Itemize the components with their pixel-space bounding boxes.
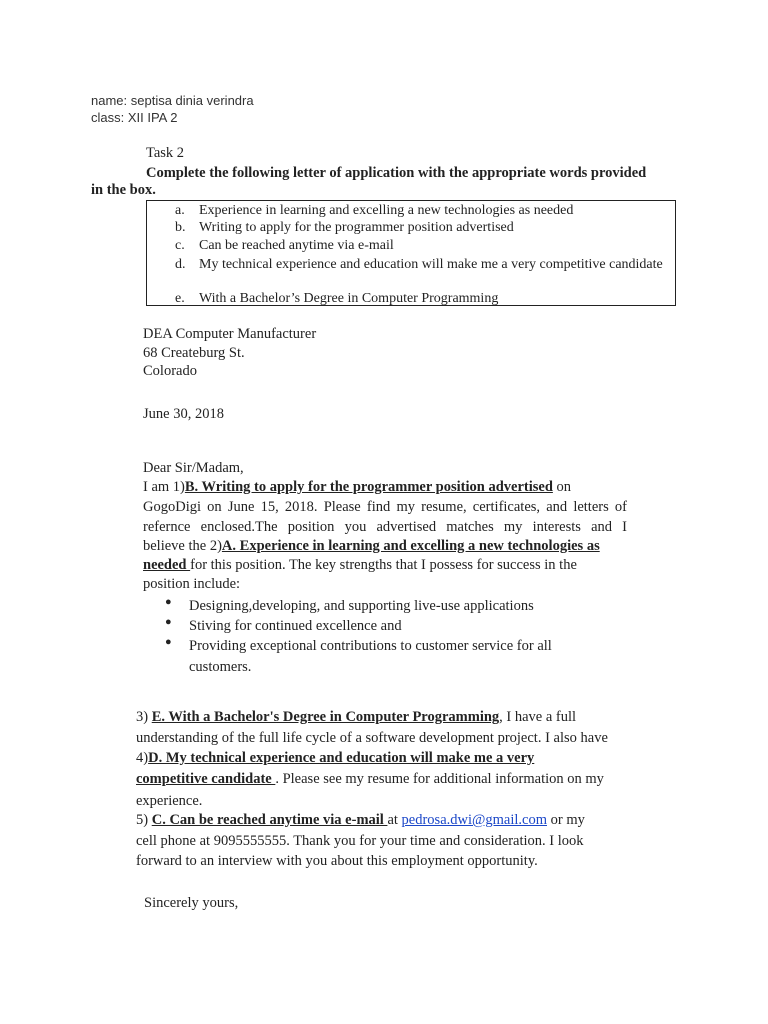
text: on bbox=[552, 479, 572, 495]
choice-text: My technical experience and education will make me a very competitive candidate bbox=[199, 257, 663, 272]
answer-5: C. Can be reached anytime via e-mail bbox=[151, 812, 388, 828]
bullet-dot-icon: ● bbox=[165, 596, 172, 608]
blank-number: 5) bbox=[136, 812, 152, 828]
choice-letter: c. bbox=[175, 238, 185, 253]
text: at bbox=[387, 812, 402, 828]
address-company: DEA Computer Manufacturer bbox=[143, 326, 317, 342]
blank-number: 4) bbox=[136, 750, 149, 766]
closing: Sincerely yours, bbox=[144, 895, 239, 911]
student-name: name: septisa dinia verindra bbox=[91, 93, 254, 108]
text: , I have a full bbox=[499, 709, 577, 725]
para1-line4 bbox=[143, 538, 600, 555]
task-title: Task 2 bbox=[146, 145, 185, 161]
para1-line2: GogoDigi on June 15, 2018. Please find my resume, certificates, and letters of bbox=[143, 499, 627, 515]
choice-letter: d. bbox=[175, 257, 186, 272]
answer-1: B. Writing to apply for the programmer position advertised bbox=[184, 479, 553, 495]
choice-letter: b. bbox=[175, 220, 186, 235]
answer-4-cont: competitive candidate bbox=[136, 771, 276, 787]
para3-line2: understanding of the full life cycle of a software development project. I also have bbox=[136, 730, 608, 746]
choice-text: With a Bachelor’s Degree in Computer Programming bbox=[199, 291, 499, 306]
answer-choices-box bbox=[146, 200, 676, 306]
answer-2-cont: needed bbox=[143, 557, 191, 573]
student-class: class: XII IPA 2 bbox=[91, 110, 178, 125]
para3-line1 bbox=[136, 709, 576, 726]
text: for this position. The key strengths that I possess for success in the bbox=[190, 557, 577, 573]
bullet-dot-icon: ● bbox=[165, 616, 172, 628]
para3-line4 bbox=[136, 771, 604, 788]
text: . Please see my resume for additional information on my bbox=[275, 771, 604, 787]
para1-line5 bbox=[143, 557, 577, 574]
para1-line6: position include: bbox=[143, 576, 241, 592]
para5-line3: forward to an interview with you about this employment opportunity. bbox=[136, 853, 538, 869]
answer-3: E. With a Bachelor's Degree in Computer Programming bbox=[151, 709, 500, 725]
bullet-text: Designing,developing, and supporting live-use applications bbox=[189, 598, 534, 614]
address-state: Colorado bbox=[143, 363, 197, 379]
salutation: Dear Sir/Madam, bbox=[143, 460, 244, 476]
answer-2: A. Experience in learning and excelling a new technologies as bbox=[221, 538, 600, 554]
blank-number: I am 1) bbox=[143, 479, 185, 495]
choice-letter: a. bbox=[175, 203, 185, 218]
answer-4: D. My technical experience and education will make me a very bbox=[148, 750, 535, 766]
para1-line1 bbox=[143, 479, 627, 496]
text: or my bbox=[546, 812, 585, 828]
task-instruction-line2: in the box. bbox=[91, 182, 156, 198]
blank-number: 3) bbox=[136, 709, 152, 725]
choice-text: Writing to apply for the programmer position advertised bbox=[199, 220, 514, 235]
para5-line1 bbox=[136, 812, 585, 829]
task-instruction-line1: Complete the following letter of application with the appropriate words provided bbox=[146, 165, 647, 181]
para5-line2: cell phone at 9095555555. Thank you for your time and consideration. I look bbox=[136, 833, 584, 849]
para1-line3: refernce enclosed.The position you advertised matches my interests and I bbox=[143, 519, 627, 535]
bullet-text: Stiving for continued excellence and bbox=[189, 618, 402, 634]
para3-line3 bbox=[136, 750, 534, 767]
choice-letter: e. bbox=[175, 291, 185, 306]
choice-text: Can be reached anytime via e-mail bbox=[199, 238, 394, 253]
blank-number: believe the 2) bbox=[143, 538, 222, 554]
bullet-dot-icon: ● bbox=[165, 636, 172, 648]
email-link[interactable]: pedrosa.dwi@gmail.com bbox=[401, 812, 547, 828]
address-street: 68 Createburg St. bbox=[143, 345, 245, 361]
letter-date: June 30, 2018 bbox=[143, 406, 224, 422]
para3-line5: experience. bbox=[136, 793, 203, 809]
choice-text: Experience in learning and excelling a new technologies as needed bbox=[199, 203, 574, 218]
bullet-text: Providing exceptional contributions to customer service for all customers. bbox=[189, 638, 552, 675]
